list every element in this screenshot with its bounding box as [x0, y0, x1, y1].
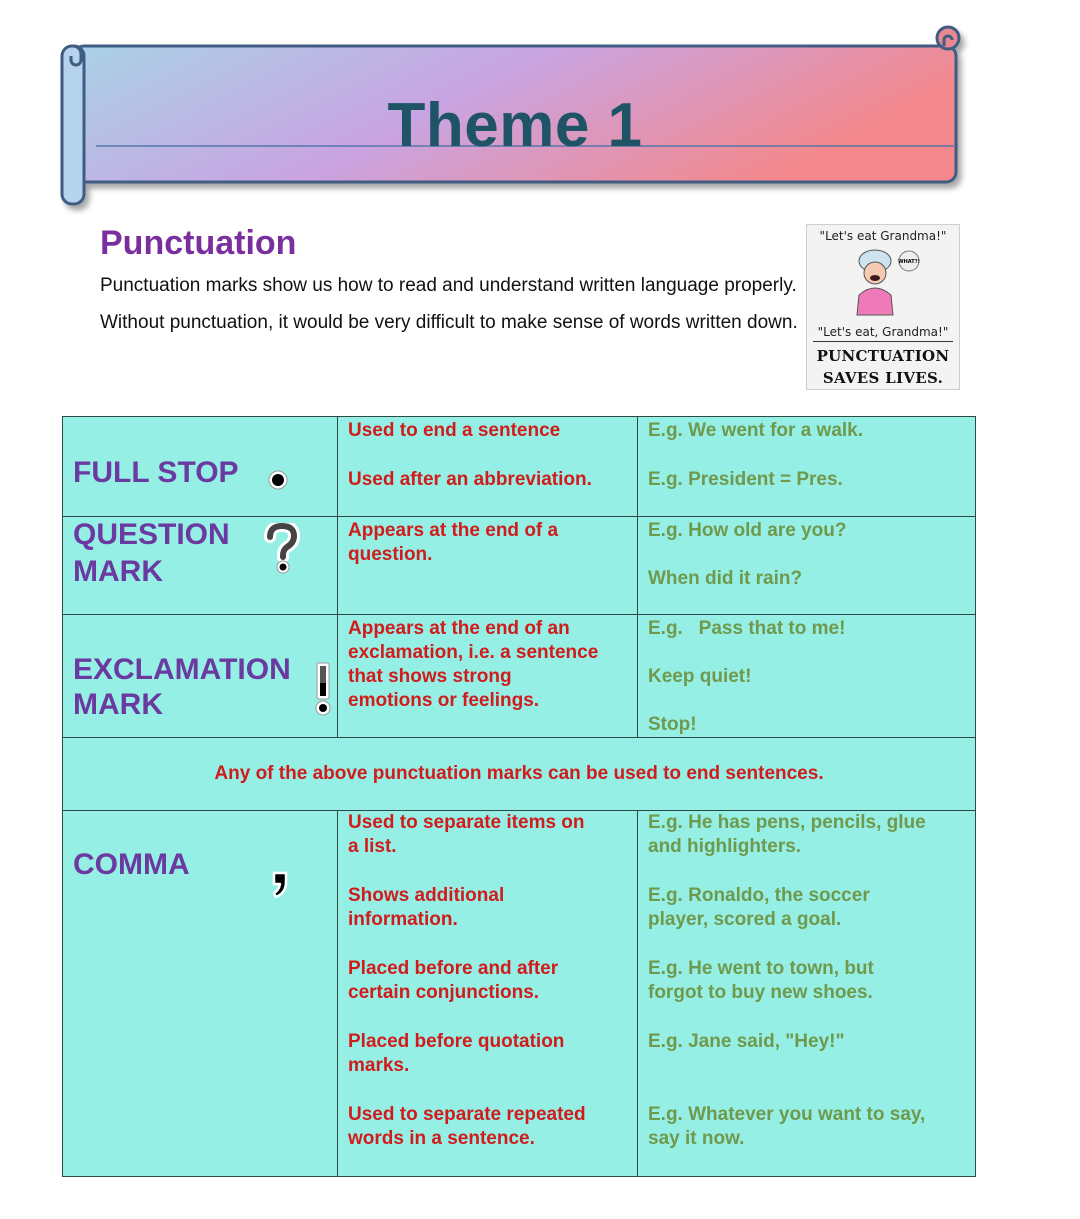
use-text: Used to separate items on [348, 812, 585, 833]
example-cell [638, 517, 975, 614]
example-text: E.g. Pass that to me! [648, 618, 846, 639]
term-cell [63, 615, 338, 737]
use-text: Used after an abbreviation. [348, 469, 592, 490]
example-text: player, scored a goal. [648, 909, 842, 930]
use-text: that shows strong [348, 666, 512, 687]
example-text: E.g. Whatever you want to say, [648, 1104, 926, 1125]
example-text: and highlighters. [648, 836, 802, 857]
use-text: Appears at the end of a [348, 520, 559, 541]
example-text: say it now. [648, 1128, 745, 1149]
use-text: Used to end a sentence [348, 420, 561, 441]
example-text: E.g. He went to town, but [648, 958, 874, 979]
poster-line-2: SAVES LIVES. [822, 369, 944, 387]
use-text: marks. [348, 1055, 410, 1076]
example-cell [638, 811, 975, 1177]
use-text: words in a sentence. [348, 1128, 535, 1149]
example-text: Keep quiet! [648, 666, 752, 687]
use-text: a list. [348, 836, 397, 857]
example-text: E.g. Ronaldo, the soccer [648, 885, 870, 906]
term-label: EXCLAMATION [73, 653, 291, 686]
use-cell [338, 615, 638, 737]
use-cell [338, 811, 638, 1177]
table-row-exclamation-mark [63, 615, 975, 738]
use-text: Appears at the end of an [348, 618, 570, 639]
section-heading: Punctuation [100, 224, 297, 262]
example-text: forgot to buy new shoes. [648, 982, 873, 1003]
question-mark-icon [263, 523, 301, 575]
term-label: MARK [73, 688, 163, 721]
example-text: E.g. We went for a walk. [648, 420, 864, 441]
use-text: Placed before quotation [348, 1031, 565, 1052]
table-row-note [63, 738, 975, 811]
term-label: QUESTION [73, 518, 230, 551]
use-cell [338, 517, 638, 614]
grandma-poster-image [806, 224, 960, 390]
table-row-full-stop [63, 417, 975, 517]
poster-line-1: PUNCTUATION [816, 347, 950, 365]
comma-icon [269, 869, 291, 899]
example-text: E.g. He has pens, pencils, glue [648, 812, 926, 833]
example-text: E.g. President = Pres. [648, 469, 843, 490]
term-cell [63, 811, 338, 1177]
punctuation-table [62, 416, 976, 1177]
intro-paragraph: Punctuation marks show us how to read and understand written language properly. Without punctuation, it would be very difficult to make sense of words written down. [100, 275, 798, 333]
use-cell [338, 417, 638, 516]
example-text: E.g. Jane said, "Hey!" [648, 1031, 845, 1052]
example-cell [638, 615, 975, 737]
term-label: COMMA [73, 848, 190, 881]
table-row-comma [63, 811, 975, 1177]
svg-text:WHAT?!: WHAT?! [898, 259, 920, 265]
example-text: E.g. How old are you? [648, 520, 847, 541]
poster-quote-top: "Let's eat Grandma!" [819, 229, 947, 243]
poster-quote-bottom: "Let's eat, Grandma!" [813, 325, 953, 342]
example-cell [638, 417, 975, 516]
full-stop-icon [267, 469, 289, 491]
exclamation-mark-icon [313, 661, 333, 717]
use-text: Used to separate repeated [348, 1104, 586, 1125]
table-row-question-mark [63, 517, 975, 615]
note-text: Any of the above punctuation marks can be used to end sentences. [214, 763, 824, 784]
use-text: emotions or feelings. [348, 690, 540, 711]
term-label: FULL STOP [73, 456, 239, 489]
use-text: Placed before and after [348, 958, 559, 979]
term-cell [63, 417, 338, 516]
term-label: MARK [73, 555, 163, 588]
title-banner [60, 24, 970, 214]
use-text: question. [348, 544, 433, 565]
use-text: certain conjunctions. [348, 982, 540, 1003]
example-text: When did it rain? [648, 568, 803, 589]
use-text: exclamation, i.e. a sentence [348, 642, 599, 663]
example-text: Stop! [648, 714, 697, 735]
page-title: Theme 1 [387, 91, 643, 160]
use-text: information. [348, 909, 458, 930]
use-text: Shows additional [348, 885, 505, 906]
grandma-cartoon-icon [845, 247, 925, 317]
term-cell [63, 517, 338, 614]
